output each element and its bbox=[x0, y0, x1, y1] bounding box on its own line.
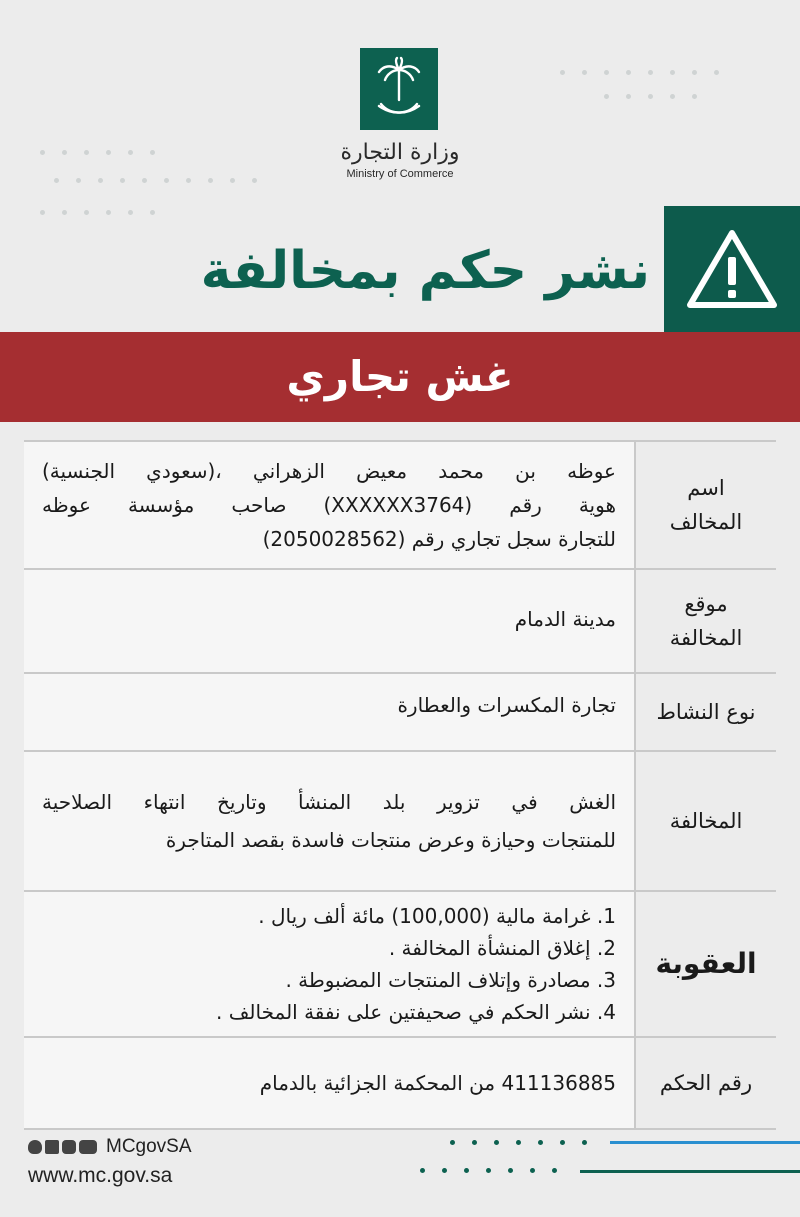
youtube-icon[interactable] bbox=[79, 1140, 97, 1154]
facebook-icon[interactable] bbox=[45, 1140, 59, 1154]
table-row-violation bbox=[24, 750, 776, 890]
row-value: الغش في تزوير بلد المنشأ وتاريخ انتهاء الصلاحية للمنتجات وحيازة وعرض منتجات فاسدة بقصد المتاجرة bbox=[24, 752, 636, 890]
row-label: موقع المخالفة bbox=[636, 570, 776, 672]
warning-triangle-icon bbox=[684, 227, 780, 311]
footer bbox=[28, 1136, 192, 1188]
social-links bbox=[28, 1136, 192, 1158]
table-row-ruling-number bbox=[24, 1036, 776, 1130]
row-label: رقم الحكم bbox=[636, 1038, 776, 1128]
table-row-violation-location bbox=[24, 568, 776, 672]
row-label: العقوبة bbox=[636, 892, 776, 1036]
page-title: نشر حكم بمخالفة bbox=[200, 241, 650, 301]
twitter-icon[interactable] bbox=[28, 1140, 42, 1154]
row-value: مدينة الدمام bbox=[24, 570, 636, 672]
logo-arabic-name: وزارة التجارة bbox=[340, 140, 460, 165]
table-row-activity-type bbox=[24, 672, 776, 750]
ministry-logo bbox=[360, 48, 438, 130]
row-label: نوع النشاط bbox=[636, 674, 776, 750]
palm-swords-emblem-icon bbox=[369, 56, 429, 122]
footer-accent-line-blue bbox=[610, 1141, 800, 1144]
instagram-icon[interactable] bbox=[62, 1140, 76, 1154]
website-link[interactable]: www.mc.gov.sa bbox=[28, 1164, 173, 1187]
row-label: اسم المخالف bbox=[636, 442, 776, 568]
table-row-violator-name bbox=[24, 440, 776, 568]
row-value: 411136885 من المحكمة الجزائية بالدمام bbox=[24, 1038, 636, 1128]
logo-english-name: Ministry of Commerce bbox=[346, 168, 454, 180]
footer-accent-line-green bbox=[580, 1170, 800, 1173]
row-label: المخالفة bbox=[636, 752, 776, 890]
row-value: تجارة المكسرات والعطارة bbox=[24, 674, 636, 750]
row-value: عوظه بن محمد معيض الزهراني ،(سعودي الجنسية) هوية رقم (XXXXXX3764) صاحب مؤسسة عوظه للتجارة سجل تجاري رقم (2050028562) bbox=[24, 442, 636, 568]
warning-panel bbox=[664, 206, 800, 332]
table-row-penalty bbox=[24, 890, 776, 1036]
violation-type-banner: غش تجاري bbox=[0, 332, 800, 422]
social-handle[interactable]: MCgovSA bbox=[106, 1136, 192, 1157]
row-value: 1. غرامة مالية (100,000) مائة ألف ريال . 2. إغلاق المنشأة المخالفة . 3. مصادرة وإتلاف المنتجات المضبوطة . 4. نشر الحكم في صحيفتين على نفقة المخالف . bbox=[24, 892, 636, 1036]
